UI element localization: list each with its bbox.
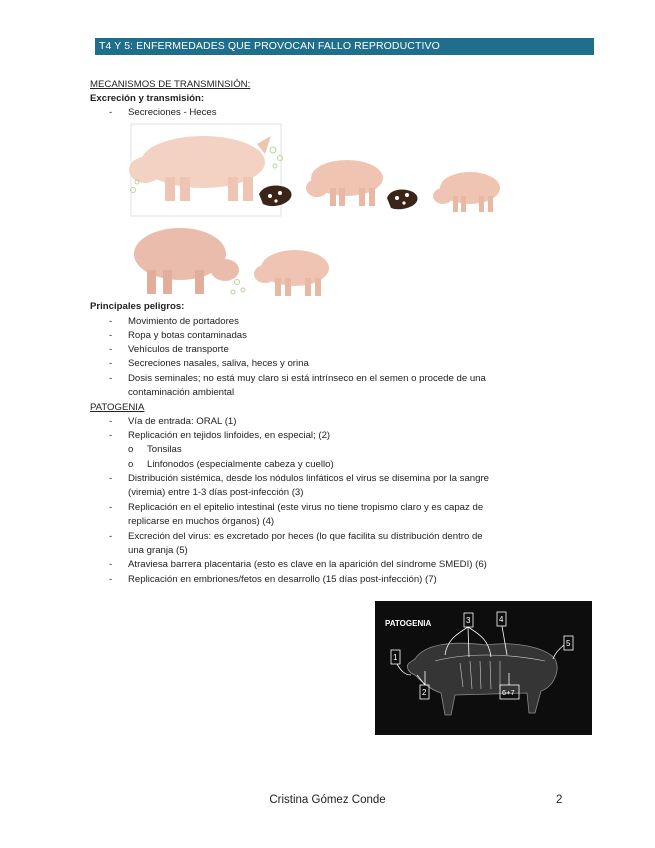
hazard-item: Secreciones nasales, saliva, heces y orina <box>128 358 309 369</box>
sub-bullet-o: o <box>128 459 134 470</box>
label-2: 2 <box>422 688 427 697</box>
bullet-dash: - <box>109 473 113 484</box>
label-1: 1 <box>393 653 398 662</box>
page-number: 2 <box>556 794 563 806</box>
hazard-item: Movimiento de portadores <box>128 316 239 327</box>
bullet-dash: - <box>109 559 113 570</box>
pathogenesis-item-continuation: (viremia) entre 1-3 días post-infección (3) <box>128 487 304 498</box>
pathogenesis-subitem: Tonsilas <box>147 444 182 455</box>
bullet-dash: - <box>109 107 113 118</box>
bullet-dash: - <box>109 358 113 369</box>
sub-bullet-o: o <box>128 444 134 455</box>
young-pig-icon <box>254 250 329 296</box>
footer-author: Cristina Gómez Conde <box>269 794 386 806</box>
pathogenesis-subitem: Linfonodos (especialmente cabeza y cuello) <box>147 459 334 470</box>
bullet-dash: - <box>109 574 113 585</box>
pig-transmission-illustration <box>125 122 515 300</box>
pathogenesis-item-continuation: replicarse en muchos órganos) (4) <box>128 516 275 527</box>
sniffing-pig-icon <box>306 160 383 206</box>
bullet-dash: - <box>109 430 113 441</box>
bullet-dash: - <box>109 330 113 341</box>
pathogenesis-item: Distribución sistémica, desde los nódulos linfáticos el virus se disemina por la sangre <box>128 473 490 484</box>
excretion-subheading: Excreción y transmisión: <box>90 93 205 104</box>
piglet-icon <box>433 172 500 212</box>
pathogenesis-item: Replicación en embriones/fetos en desarrollo (15 días post-infección) (7) <box>128 574 437 585</box>
secretions-item: Secreciones - Heces <box>128 107 217 118</box>
feces-icon <box>259 186 292 207</box>
label-4: 4 <box>499 615 504 624</box>
bullet-dash: - <box>109 416 113 427</box>
pathogenesis-item-continuation: una granja (5) <box>128 545 188 556</box>
pathogenesis-figure <box>375 601 592 735</box>
hazard-item-continuation: contaminación ambiental <box>128 387 235 398</box>
label-3: 3 <box>466 616 471 625</box>
pathogenesis-item: Replicación en el epitelio intestinal (este virus no tiene tropismo claro y es capaz de <box>128 502 484 513</box>
transmission-heading: MECANISMOS DE TRANSMINSIÓN: <box>90 79 251 90</box>
pathogenesis-item: Vía de entrada: ORAL (1) <box>128 416 237 427</box>
pathogenesis-heading: PATOGENIA <box>90 402 145 413</box>
hazard-item: Dosis seminales; no está muy claro si está intrínseco en el semen o procede de una <box>128 373 486 384</box>
pathogenesis-item: Replicación en tejidos linfoides, en especial; (2) <box>128 430 331 441</box>
eating-pig-icon <box>134 228 239 294</box>
large-pig-icon <box>129 136 271 201</box>
document-header: T4 Y 5: ENFERMEDADES QUE PROVOCAN FALLO REPRODUCTIVO <box>95 38 594 55</box>
hazards-heading: Principales peligros: <box>90 301 185 312</box>
pathogenesis-item: Excreción del virus: es excretado por heces (lo que facilita su distribución dentro de <box>128 531 483 542</box>
bullet-dash: - <box>109 531 113 542</box>
hazard-item: Ropa y botas contaminadas <box>128 330 247 341</box>
bullet-dash: - <box>109 502 113 513</box>
label-5: 5 <box>566 639 571 648</box>
pathogenesis-item: Atraviesa barrera placentaria (esto es clave en la aparición del síndrome SMEDI) (6) <box>128 559 487 570</box>
bullet-dash: - <box>109 344 113 355</box>
label-6-7: 6+7 <box>502 688 515 697</box>
virus-particles-icon <box>231 280 245 295</box>
figure-title: PATOGENIA <box>385 619 432 628</box>
hazard-item: Vehículos de transporte <box>128 344 229 355</box>
bullet-dash: - <box>109 373 113 384</box>
feces-icon <box>387 190 418 210</box>
bullet-dash: - <box>109 316 113 327</box>
